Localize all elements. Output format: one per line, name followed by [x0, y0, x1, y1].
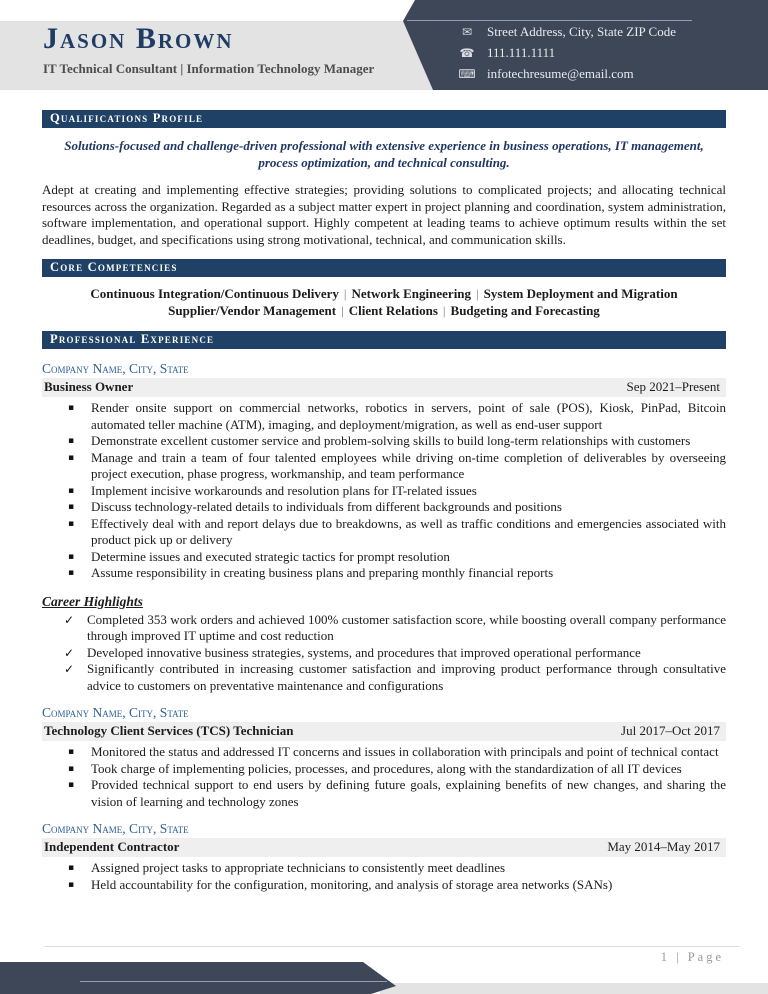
square-bullet-icon: ▪: [68, 863, 75, 873]
competency-separator: |: [343, 286, 347, 301]
job-title: Business Owner: [44, 379, 134, 394]
highlight-item: ✓ Completed 353 work orders and achieved 100% customer satisfaction score, while boosting overall company performance through improved IT uptime and cost reduction: [64, 611, 726, 643]
contact-address-row: [458, 24, 676, 40]
highlight-item: ✓ Developed innovative business strategies, systems, and procedures that improved operational performance: [64, 644, 641, 660]
section-heading-core-competencies: Core Competencies: [42, 259, 726, 277]
qualifications-tagline: Solutions-focused and challenge-driven professional with extensive experience in business operations, IT management, process optimization, and technical consulting.: [64, 138, 704, 170]
bullet-item: ▪ Discuss technology-related details to individuals from different backgrounds and positions: [68, 499, 562, 514]
square-bullet-icon: ▪: [68, 502, 75, 512]
check-icon: ✓: [64, 645, 75, 660]
square-bullet-icon: ▪: [68, 452, 75, 463]
candidate-name: Jason Brown: [43, 22, 234, 55]
job-title-bar: [42, 838, 726, 857]
highlight-item: ✓ Significantly contributed in increasing customer satisfaction and improving product performance through consultative advice to customers on preventative maintenance and configurations: [64, 661, 726, 693]
bullet-item: ▪ Assume responsibility in creating business plans and preparing monthly financial reports: [68, 565, 554, 580]
competency-item: Client Relations: [348, 302, 438, 318]
job-bullet-list: [42, 860, 726, 893]
section-qualifications: [42, 110, 726, 248]
bullet-item: ▪ Assigned project tasks to appropriate technicians to consistently meet deadlines: [68, 860, 506, 875]
bullet-item: ▪ Took charge of implementing policies, processes, and procedures, along with the standardization of all IT devices: [68, 760, 682, 776]
company-name: Company Name, City, State: [42, 821, 189, 836]
competency-item: Network Engineering: [351, 286, 472, 301]
competencies-row-1: [42, 286, 726, 303]
section-heading-professional-experience: Professional Experience: [42, 331, 726, 349]
career-highlights-heading: Career Highlights: [42, 593, 143, 609]
competency-separator: |: [476, 286, 479, 301]
footer-accent-line: [80, 981, 387, 982]
square-bullet-icon: ▪: [68, 747, 75, 757]
qualifications-summary: Adept at creating and implementing effective strategies; providing solutions to complicated projects; and allocating technical resources across the organization. Regarded as a subject matter expert in project planning and coordination, system administration, software implementation, and operational support. Highly competent at leading teams to achieve optimum results within the set deadlines, budget, and specifications using strong motivational, technical, and communication skills.: [42, 182, 726, 247]
company-name: Company Name, City, State: [42, 705, 189, 720]
job-title-bar: [42, 378, 726, 397]
job-bullet-list: [42, 400, 726, 582]
square-bullet-icon: ▪: [68, 403, 75, 413]
career-highlights-list: [42, 612, 726, 695]
bullet-item: ▪ Implement incisive workarounds and resolution plans for IT-related issues: [68, 482, 477, 498]
check-icon: ✓: [64, 612, 75, 627]
contact-phone-row: [458, 45, 676, 61]
competency-separator: |: [341, 302, 344, 318]
contact-block: [458, 24, 676, 87]
competencies-row-2: [42, 303, 726, 320]
bullet-item: ▪ Monitored the status and addressed IT concerns and issues in collaboration with principals and point of technical contact: [68, 744, 719, 759]
footer-gray-band: [380, 983, 768, 994]
identity-block: [43, 22, 374, 77]
bullet-item: ▪ Render onsite support on commercial networks, robotics in servers, point of sale (POS), Kiosk, PinPad, Bitcoin automated teller machine (ATM), imaging, and deployment/migration, as well as end-user support: [68, 400, 726, 432]
contact-email-row: [458, 66, 676, 82]
page-number-label: 1 | Page: [660, 950, 724, 964]
job-entry-tcs-technician: [42, 705, 726, 810]
job-dates: Jul 2017–Oct 2017: [621, 723, 720, 738]
bullet-item: ▪ Demonstrate excellent customer service and problem-solving skills to build long-term relationships with customers: [68, 433, 691, 448]
square-bullet-icon: ▪: [68, 763, 75, 774]
square-bullet-icon: ▪: [68, 485, 75, 496]
section-heading-qualifications: Qualifications Profile: [42, 110, 726, 128]
job-title: Independent Contractor: [44, 839, 180, 854]
section-professional-experience: [42, 331, 726, 893]
content: [0, 110, 768, 893]
job-dates: Sep 2021–Present: [626, 379, 720, 394]
contact-address-text: Street Address, City, State ZIP Code: [487, 24, 676, 39]
competency-item: Continuous Integration/Continuous Delivery: [90, 286, 339, 301]
contact-phone-text: 111.111.1111: [487, 45, 556, 60]
header: [0, 0, 768, 90]
bullet-item: ▪ Effectively deal with and report delays due to breakdowns, as well as traffic conditions and emergencies associated with product pick up or delivery: [68, 515, 726, 547]
section-core-competencies: [42, 259, 726, 319]
square-bullet-icon: ▪: [68, 879, 75, 890]
bullet-item: ▪ Held accountability for the configuration, monitoring, and analysis of storage area networks (SANs): [68, 876, 613, 892]
square-bullet-icon: ▪: [68, 780, 75, 790]
header-divider-line: [407, 20, 692, 21]
square-bullet-icon: ▪: [68, 436, 75, 446]
job-entry-independent-contractor: [42, 821, 726, 893]
company-name: Company Name, City, State: [42, 361, 189, 376]
contact-email-text: infotechresume@email.com: [487, 66, 634, 81]
email-icon: ⌨: [458, 67, 476, 81]
job-entry-business-owner: [42, 361, 726, 694]
address-icon: ✉: [461, 25, 473, 39]
job-bullet-list: [42, 744, 726, 810]
competency-separator: |: [442, 302, 446, 318]
job-title: Technology Client Services (TCS) Technician: [44, 723, 294, 738]
phone-icon: ☎: [459, 46, 475, 60]
square-bullet-icon: ▪: [68, 551, 75, 562]
square-bullet-icon: ▪: [68, 518, 75, 529]
candidate-title: IT Technical Consultant | Information Technology Manager: [43, 61, 375, 76]
bullet-item: ▪ Determine issues and executed strategic tactics for prompt resolution: [68, 548, 450, 564]
bullet-item: ▪ Manage and train a team of four talented employees while driving on-time completion of deliverables by overseeing project execution, phase progress, workmanship, and team performance: [68, 449, 726, 481]
job-title-bar: [42, 722, 726, 741]
check-icon: ✓: [64, 662, 75, 676]
competency-item: Budgeting and Forecasting: [450, 302, 600, 318]
footer-accent-shape: [0, 962, 400, 994]
competency-item: System Deployment and Migration: [483, 286, 678, 301]
competency-item: Supplier/Vendor Management: [168, 302, 337, 318]
job-dates: May 2014–May 2017: [607, 839, 720, 854]
square-bullet-icon: ▪: [68, 568, 75, 578]
footer-divider-line: [45, 946, 739, 947]
bullet-item: ▪ Provided technical support to end users by defining future goals, explaining benefits of new changes, and sharing the vision of learning and technology zones: [68, 777, 726, 809]
